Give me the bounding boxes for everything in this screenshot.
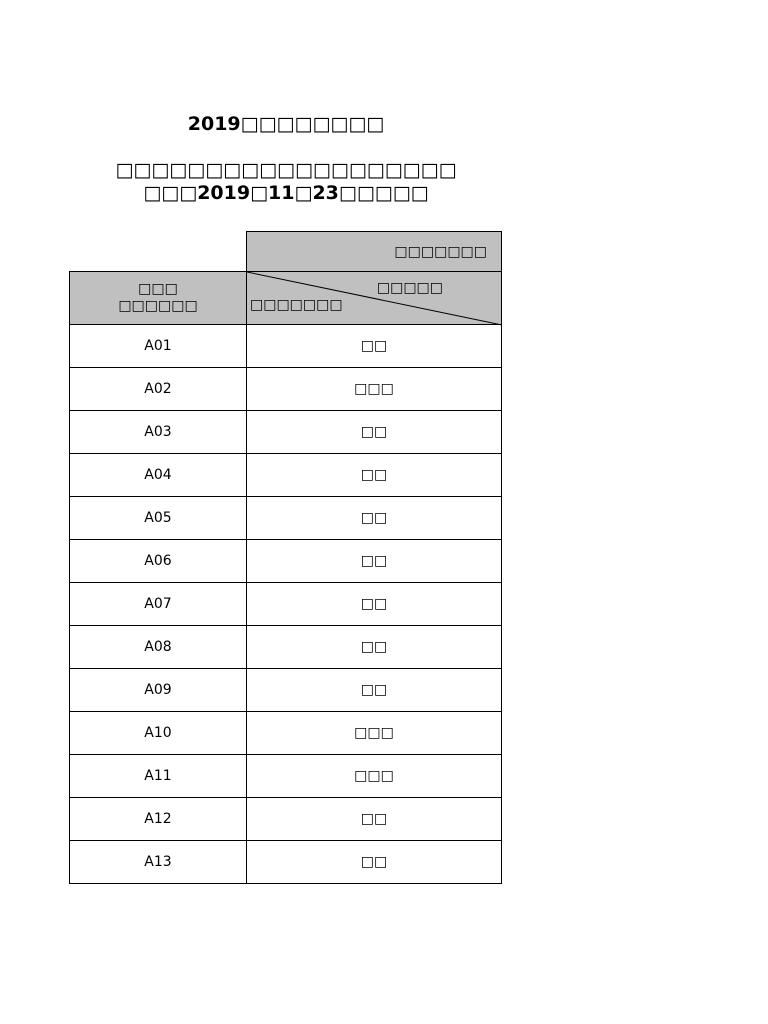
table-row (69, 797, 502, 841)
row-value-cell: □□ (246, 324, 502, 368)
row-value-cell: □□ (246, 797, 502, 841)
row-code-cell: A04 (69, 453, 247, 497)
table-row (69, 453, 502, 497)
row-code-cell: A13 (69, 840, 247, 884)
table-row (69, 711, 502, 755)
table-row (69, 496, 502, 540)
row-code-cell: A08 (69, 625, 247, 669)
table-row (69, 668, 502, 712)
row-code-cell: A02 (69, 367, 247, 411)
row-value-cell: □□□ (246, 711, 502, 755)
row-value-cell: □□ (246, 410, 502, 454)
row-code-cell: A11 (69, 754, 247, 798)
table-diagonal-header (246, 271, 502, 325)
left-header-line2: □□□□□□ (118, 298, 198, 314)
row-code-cell: A05 (69, 496, 247, 540)
row-code-cell: A10 (69, 711, 247, 755)
row-value-cell: □□ (246, 496, 502, 540)
row-code-cell: A07 (69, 582, 247, 626)
row-code-cell: A01 (69, 324, 247, 368)
document-date-line: □□□2019□11□23□□□□□ (143, 182, 429, 204)
row-value-cell: □□ (246, 668, 502, 712)
row-code-cell: A06 (69, 539, 247, 583)
row-value-cell: □□ (246, 453, 502, 497)
row-value-cell: □□□ (246, 367, 502, 411)
row-code-cell: A09 (69, 668, 247, 712)
document-subtitle: □□□□□□□□□□□□□□□□□□□ (115, 159, 457, 181)
row-code-cell: A03 (69, 410, 247, 454)
table-row (69, 539, 502, 583)
table-body (69, 324, 502, 884)
table-row (69, 625, 502, 669)
row-value-cell: □□ (246, 582, 502, 626)
table-row (69, 324, 502, 368)
table-top-header (246, 231, 502, 272)
diagonal-header-bottom-label: □□□□□□□ (250, 297, 343, 313)
table-row (69, 367, 502, 411)
row-value-cell: □□ (246, 840, 502, 884)
row-value-cell: □□ (246, 625, 502, 669)
table-row (69, 840, 502, 884)
row-value-cell: □□ (246, 539, 502, 583)
table-left-header (69, 271, 247, 325)
table-row (69, 754, 502, 798)
row-code-cell: A12 (69, 797, 247, 841)
diagonal-header-top-label: □□□□□ (376, 280, 443, 296)
left-header-line1: □□□ (138, 281, 178, 297)
table-top-header-label: □□□□□□□ (394, 243, 487, 260)
table-row (69, 582, 502, 626)
table-row (69, 410, 502, 454)
document-title: 2019□□□□□□□□ (187, 113, 385, 135)
row-value-cell: □□□ (246, 754, 502, 798)
